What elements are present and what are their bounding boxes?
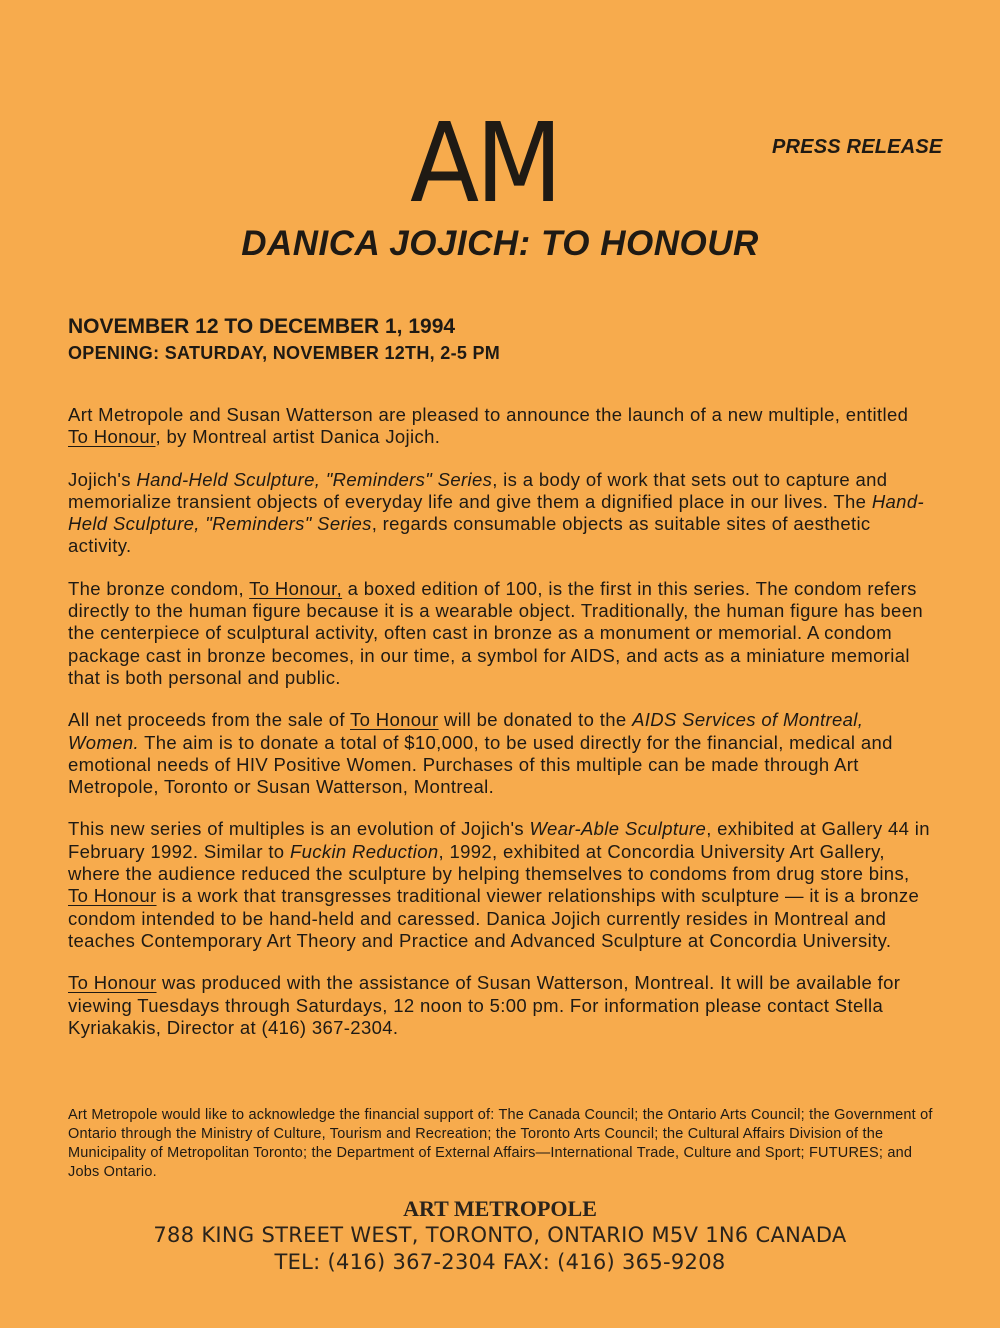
work-title: To Honour	[350, 709, 439, 731]
text-span: is a work that transgresses traditional viewer relationships with sculpture — it is a bronze condom intended to be hand-held and caressed. Danica Jojich currently resides in Montreal and teaches Contemporary Art Theory and Practice and Advanced Sculpture at Concordia University.	[68, 885, 920, 951]
body-text	[68, 404, 930, 1059]
text-span: Jojich's	[68, 468, 137, 490]
opening-info: OPENING: SATURDAY, NOVEMBER 12TH, 2-5 PM	[68, 343, 501, 363]
work-title: To Honour	[68, 972, 157, 994]
text-span: , regards consumable objects as suitable sites of aesthetic activity.	[68, 513, 871, 557]
series-title: Hand-Held Sculpture, "Reminders" Series	[136, 468, 493, 490]
work-title: To Honour	[68, 426, 156, 448]
text-span: , exhibited at Gallery 44 in February 1992. Similar to	[68, 818, 930, 862]
text-span: Art Metropole and Susan Watterson are pleased to announce the launch of a new multiple, entitled	[68, 404, 909, 425]
paragraph-2	[68, 469, 930, 558]
text-span: The aim is to donate a total of $10,000, to be used directly for the financial, medical and emotional needs of HIV Positive Women. Purchases of this multiple can be made through Art Metropole, Toronto or Susan Watterson, Montreal.	[68, 731, 893, 798]
text-span: The bronze condom,	[68, 577, 250, 599]
text-span: This new series of multiples is an evolution of Jojich's	[68, 818, 530, 840]
paragraph-3	[68, 578, 930, 689]
series-title: Hand-Held Sculpture, "Reminders" Series	[68, 490, 924, 535]
text-span: All net proceeds from the sale of	[68, 709, 351, 731]
text-span: , 1992, exhibited at Concordia University Art Gallery, where the audience reduced the sculpture by helping themselves to condoms from drug store bins,	[68, 840, 910, 885]
am-logo: AM	[410, 99, 560, 227]
text-span: , by Montreal artist Danica Jojich.	[155, 426, 441, 448]
paragraph-5	[68, 818, 930, 952]
phone-fax: TEL: (416) 367-2304 FAX: (416) 365-9208	[274, 1250, 726, 1274]
date-range: NOVEMBER 12 TO DECEMBER 1, 1994	[68, 315, 456, 338]
work-title: Fuckin Reduction	[289, 840, 439, 862]
paragraph-6	[68, 972, 930, 1039]
footer-address-block	[0, 1196, 1000, 1276]
street-address: 788 KING STREET WEST, TORONTO, ONTARIO M5V 1N6 CANADA	[153, 1223, 847, 1247]
text-span: a boxed edition of 100, is the first in this series. The condom refers directly to the human figure because it is a wearable object. Traditionally, the human figure has been the centerpiece of sculptural activity, often cast in bronze as a monument or memorial. A condom package cast in bronze becomes, in our time, a symbol for AIDS, and acts as a miniature memorial that is both personal and public.	[68, 577, 923, 688]
work-title: To Honour	[68, 885, 157, 907]
press-release-label: PRESS RELEASE	[772, 136, 943, 158]
exhibition-dates	[68, 314, 500, 366]
organization-name: ART METROPOLE	[403, 1196, 597, 1221]
paragraph-4	[68, 709, 930, 798]
work-title: Wear-Able Sculpture	[529, 818, 707, 840]
organization-name: AIDS Services of Montreal, Women.	[68, 709, 864, 753]
acknowledgement-text: Art Metropole would like to acknowledge the financial support of: The Canada Council; the Ontario Arts Council; the Government of Ontario through the Ministry of Culture, Tourism and Recreation; the Toronto Arts Council; the Cultural Affairs Division of the Municipality of Metropolitan Toronto; the Department of External Affairs—International Trade, Culture and Sport; FUTURES; and Jobs Ontario.	[68, 1107, 933, 1180]
page-title: DANICA JOJICH: TO HONOUR	[241, 224, 759, 263]
text-span: , is a body of work that sets out to capture and memorialize transient objects of everyday life and give them a dignified place in our lives. The	[68, 468, 888, 512]
text-span: will be donated to the	[438, 709, 633, 731]
text-span: was produced with the assistance of Susan Watterson, Montreal. It will be available for viewing Tuesdays through Saturdays, 12 noon to 5:00 pm. For information please contact Stella Kyriakakis, Director at (416) 367-2304.	[68, 972, 901, 1038]
work-title: To Honour,	[249, 577, 343, 599]
paragraph-1	[68, 404, 930, 449]
